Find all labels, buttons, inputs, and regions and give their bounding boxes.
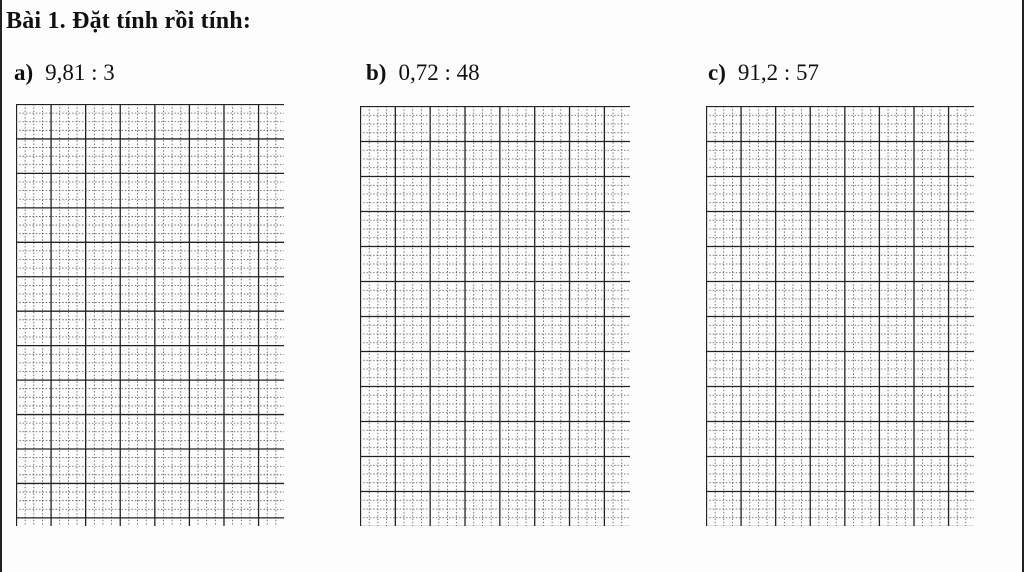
problem-letter: a) bbox=[14, 60, 34, 85]
problem-letter: b) bbox=[366, 60, 387, 85]
problem-letter: c) bbox=[708, 60, 726, 85]
problem-expression: 9,81 : 3 bbox=[45, 60, 115, 85]
answer-grid-a[interactable] bbox=[16, 104, 284, 526]
problem-a-label bbox=[14, 60, 115, 86]
answer-grid-b[interactable] bbox=[360, 106, 630, 526]
answer-grid-c[interactable] bbox=[706, 106, 974, 526]
exercise-title: Bài 1. Đặt tính rồi tính: bbox=[6, 8, 252, 34]
problem-expression: 0,72 : 48 bbox=[398, 60, 480, 85]
problem-c-label bbox=[708, 60, 819, 86]
problem-expression: 91,2 : 57 bbox=[737, 60, 820, 85]
problem-b-label bbox=[366, 60, 480, 86]
